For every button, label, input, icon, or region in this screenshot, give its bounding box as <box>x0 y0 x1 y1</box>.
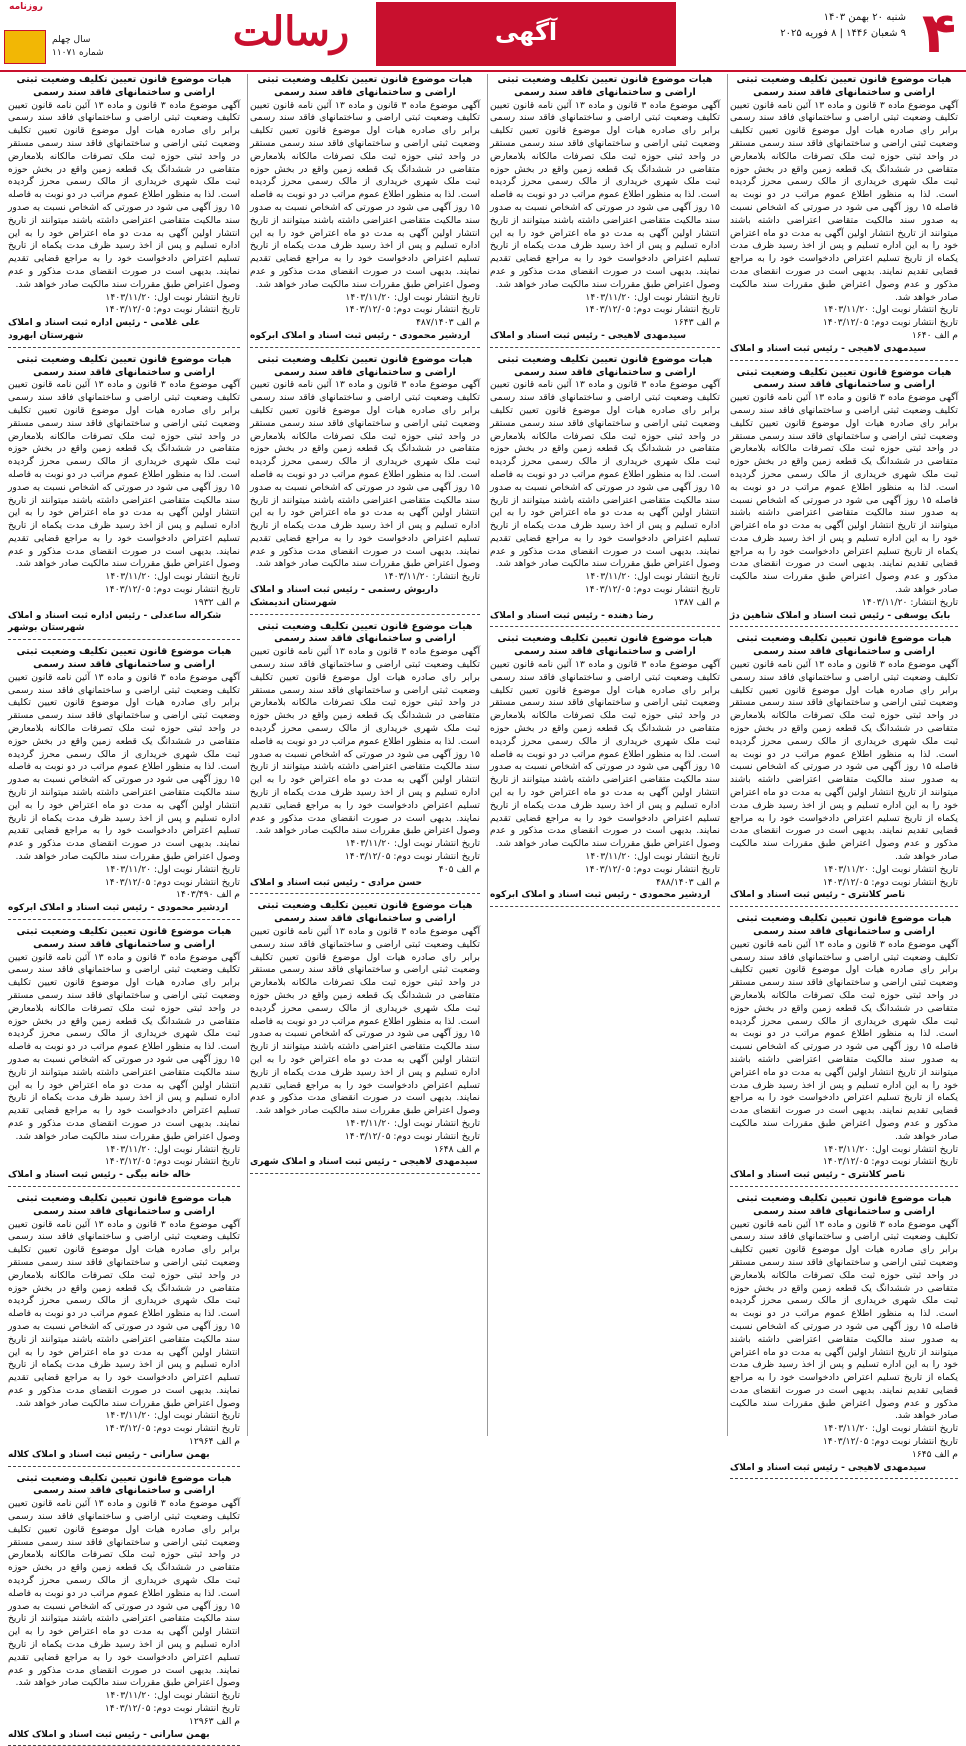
notice-divider <box>250 347 480 348</box>
notice-body: آگهی موضوع ماده ۳ قانون و ماده ۱۳ آئین نامه قانون تعیین تکلیف وضعیت ثبتی اراضی و ساختمانهای فاقد سند رسمی برابر رای صادره هیات اول موضوع قانون تعیین تکلیف وضعیت ثبتی اراضی و ساختمانهای فاقد سند رسمی مستقر در واحد ثبتی حوزه ثبت ملک تصرفات مالکانه بلامعارض متقاضی در ششدانگ یک قطعه زمین واقع در بخش حوزه ثبت ملک شهری خریداری از مالک رسمی محرز گردیده است. لذا به منظور اطلاع عموم مراتب در دو نوبت به فاصله ۱۵ روز آگهی می شود در صورتی که اشخاص نسبت به صدور سند مالکیت متقاضی اعتراضی داشته باشند میتوانند از تاریخ انتشار اولین آگهی به مدت دو ماه اعتراض خود را به این اداره تسلیم و پس از اخذ رسید ظرف مدت یکماه از تاریخ تسلیم اعتراض دادخواست خود را به مراجع قضایی تقدیم نمایند. بدیهی است در صورت انقضای مدت مذکور و عدم وصول اعتراض طبق مقررات سند مالکیت صادر خواهد شد. <box>730 938 958 1142</box>
newspaper-name: رسالت <box>232 8 350 55</box>
notice-signature: ناصر کلانتری - رئیس ثبت اسناد و املاک <box>730 890 906 901</box>
legal-notice <box>730 1193 958 1480</box>
notice-signature: رضا دهنده - رئیس ثبت اسناد و املاک <box>490 610 654 621</box>
notice-divider <box>8 1466 240 1467</box>
notice-divider <box>490 347 720 348</box>
newspaper-logo-icon <box>4 30 46 64</box>
notice-body: آگهی موضوع ماده ۳ قانون و ماده ۱۳ آئین نامه قانون تعیین تکلیف وضعیت ثبتی اراضی و ساختمانهای فاقد سند رسمی برابر رای صادره هیات اول موضوع قانون تعیین تکلیف وضعیت ثبتی اراضی و ساختمانهای فاقد سند رسمی مستقر در واحد ثبتی حوزه ثبت ملک تصرفات مالکانه بلامعارض متقاضی در ششدانگ یک قطعه زمین واقع در بخش حوزه ثبت ملک شهری خریداری از مالک رسمی محرز گردیده است. لذا به منظور اطلاع عموم مراتب در دو نوبت به فاصله ۱۵ روز آگهی می شود در صورتی که اشخاص نسبت به صدور سند مالکیت متقاضی اعتراضی داشته باشند میتوانند از تاریخ انتشار اولین آگهی به مدت دو ماه اعتراض خود را به این اداره تسلیم و پس از اخذ رسید ظرف مدت یکماه از تاریخ تسلیم اعتراض دادخواست خود را به مراجع قضایی تقدیم نمایند. بدیهی است در صورت انقضای مدت مذکور و عدم وصول اعتراض طبق مقررات سند مالکیت صادر خواهد شد. <box>490 379 721 570</box>
notice-divider <box>8 1186 240 1187</box>
publish-date: تاریخ انتشار نوبت دوم: ۱۴۰۳/۱۲/۰۵ <box>104 1156 240 1168</box>
publish-date: تاریخ انتشار نوبت دوم: ۱۴۰۳/۱۲/۰۵ <box>344 304 480 316</box>
legal-notice <box>730 913 958 1187</box>
notice-code: م الف ۱۲۹۶۳ <box>188 1715 240 1727</box>
legal-notice <box>8 1193 240 1467</box>
notice-title: هیات موضوع قانون تعیین تکلیف وضعیت ثبتی اراضی و ساختمانهای فاقد سند رسمی <box>497 633 713 658</box>
legal-notice <box>250 900 480 1174</box>
publish-date: تاریخ انتشار نوبت دوم: ۱۴۰۳/۱۲/۰۵ <box>822 1436 958 1448</box>
publish-date: تاریخ انتشار نوبت اول: ۱۴۰۳/۱۱/۲۰ <box>585 291 720 303</box>
date-persian: شنبه ۲۰ بهمن ۱۴۰۳ <box>823 12 906 23</box>
section-label: آگهی <box>494 18 558 46</box>
notice-body: آگهی موضوع ماده ۳ قانون و ماده ۱۳ آئین نامه قانون تعیین تکلیف وضعیت ثبتی اراضی و ساختمانهای فاقد سند رسمی برابر رای صادره هیات اول موضوع قانون تعیین تکلیف وضعیت ثبتی اراضی و ساختمانهای فاقد سند رسمی مستقر در واحد ثبتی حوزه ثبت ملک تصرفات مالکانه بلامعارض متقاضی در ششدانگ یک قطعه زمین واقع در بخش حوزه ثبت ملک شهری خریداری از مالک رسمی محرز گردیده است. لذا به منظور اطلاع عموم مراتب در دو نوبت به فاصله ۱۵ روز آگهی می شود در صورتی که اشخاص نسبت به صدور سند مالکیت متقاضی اعتراضی داشته باشند میتوانند از تاریخ انتشار اولین آگهی به مدت دو ماه اعتراض خود را به این اداره تسلیم و پس از اخذ رسید ظرف مدت یکماه از تاریخ تسلیم اعتراض دادخواست خود را به مراجع قضایی تقدیم نمایند. بدیهی است در صورت انقضای مدت مذکور و عدم وصول اعتراض طبق مقررات سند مالکیت صادر خواهد شد. <box>730 1218 958 1422</box>
publish-date: تاریخ انتشار نوبت دوم: ۱۴۰۳/۱۲/۰۵ <box>822 317 958 329</box>
legal-notice <box>8 926 240 1187</box>
legal-notice <box>8 354 240 641</box>
notice-title: هیات موضوع قانون تعیین تکلیف وضعیت ثبتی اراضی و ساختمانهای فاقد سند رسمی <box>16 646 232 671</box>
notice-signature: بابک یوسفی - رئیس ثبت اسناد و املاک شاهین دژ <box>730 610 951 621</box>
publish-date: تاریخ انتشار نوبت اول: ۱۴۰۳/۱۱/۲۰ <box>345 838 480 850</box>
notice-signature: سیدمهدی لاهیجی - رئیس ثبت اسناد و املاک <box>730 343 927 354</box>
notice-signature: علی غلامی - رئیس اداره ثبت اسناد و املاک شهرستان ابهرود <box>8 318 201 341</box>
publish-date: تاریخ انتشار نوبت اول: ۱۴۰۳/۱۱/۲۰ <box>105 1690 240 1702</box>
publish-date: تاریخ انتشار: ۱۴۰۳/۱۱/۲۰ <box>383 571 480 583</box>
notice-title: هیات موضوع قانون تعیین تکلیف وضعیت ثبتی اراضی و ساختمانهای فاقد سند رسمی <box>497 74 713 98</box>
notice-signature: بهمن سارانی - رئیس ثبت اسناد و املاک کلاله <box>8 1449 210 1460</box>
publish-date: تاریخ انتشار نوبت دوم: ۱۴۰۳/۱۲/۰۵ <box>822 876 958 888</box>
publish-date: تاریخ انتشار نوبت اول: ۱۴۰۳/۱۱/۲۰ <box>345 291 480 303</box>
notice-body: آگهی موضوع ماده ۳ قانون و ماده ۱۳ آئین نامه قانون تعیین تکلیف وضعیت ثبتی اراضی و ساختمانهای فاقد سند رسمی برابر رای صادره هیات اول موضوع قانون تعیین تکلیف وضعیت ثبتی اراضی و ساختمانهای فاقد سند رسمی مستقر در واحد ثبتی حوزه ثبت ملک تصرفات مالکانه بلامعارض متقاضی در ششدانگ یک قطعه زمین واقع در بخش حوزه ثبت ملک شهری خریداری از مالک رسمی محرز گردیده است. لذا به منظور اطلاع عموم مراتب در دو نوبت به فاصله ۱۵ روز آگهی می شود در صورتی که اشخاص نسبت به صدور سند مالکیت متقاضی اعتراضی داشته باشند میتوانند از تاریخ انتشار اولین آگهی به مدت دو ماه اعتراض خود را به این اداره تسلیم و پس از اخذ رسید ظرف مدت یکماه از تاریخ تسلیم اعتراض دادخواست خود را به مراجع قضایی تقدیم نمایند. بدیهی است در صورت انقضای مدت مذکور و عدم وصول اعتراض طبق مقررات سند مالکیت صادر خواهد شد. <box>730 392 958 596</box>
notice-code: م الف ۱۶۴۸ <box>433 1143 480 1155</box>
notice-code: م الف ۱۲۹۶۴ <box>188 1436 240 1448</box>
notice-code: م الف ۱۴۰۳/۴۹۰ <box>175 889 240 901</box>
notice-divider <box>730 626 958 627</box>
notice-title: هیات موضوع قانون تعیین تکلیف وضعیت ثبتی اراضی و ساختمانهای فاقد سند رسمی <box>16 926 232 950</box>
notice-signature: سیدمهدی لاهیجی - رئیس ثبت اسناد و املاک <box>490 330 687 341</box>
legal-notice <box>730 74 958 361</box>
legal-notice <box>250 621 480 895</box>
notice-divider <box>8 347 240 348</box>
notice-code: م الف ۴۰۵ <box>438 863 480 875</box>
notice-signature: سیدمهدی لاهیجی - رئیس ثبت اسناد و املاک شهری <box>250 1157 478 1168</box>
column-3 <box>250 74 480 1436</box>
publish-date: تاریخ انتشار نوبت دوم: ۱۴۰۳/۱۲/۰۵ <box>104 1423 240 1435</box>
publish-date: تاریخ انتشار نوبت دوم: ۱۴۰۳/۱۲/۰۵ <box>584 304 720 316</box>
notice-divider <box>730 906 958 907</box>
notice-title: هیات موضوع قانون تعیین تکلیف وضعیت ثبتی اراضی و ساختمانهای فاقد سند رسمی <box>16 1192 232 1217</box>
legal-notice <box>730 633 958 907</box>
notice-divider <box>730 1186 958 1187</box>
publish-date: تاریخ انتشار نوبت اول: ۱۴۰۳/۱۱/۲۰ <box>105 291 240 303</box>
notice-code: م الف ۱۶۴۰ <box>911 329 958 341</box>
logo-label: روزنامه <box>9 2 43 12</box>
publish-date: تاریخ انتشار نوبت دوم: ۱۴۰۳/۱۲/۰۵ <box>822 1156 958 1168</box>
publish-date: تاریخ انتشار نوبت دوم: ۱۴۰۳/۱۲/۰۵ <box>584 863 720 875</box>
publish-date: تاریخ انتشار نوبت اول: ۱۴۰۳/۱۱/۲۰ <box>105 863 240 875</box>
legal-notice <box>8 646 240 920</box>
column-2 <box>490 74 720 1436</box>
notice-title: هیات موضوع قانون تعیین تکلیف وضعیت ثبتی اراضی و ساختمانهای فاقد سند رسمی <box>16 353 232 378</box>
notice-code: م الف ۱۹۳۲ <box>193 596 240 608</box>
publish-date: تاریخ انتشار نوبت دوم: ۱۴۰۳/۱۲/۰۵ <box>104 304 240 316</box>
notice-code: م الف ۴۸۸/۱۴۰۳ <box>655 876 720 888</box>
publish-date: تاریخ انتشار نوبت اول: ۱۴۰۳/۱۱/۲۰ <box>823 1423 958 1435</box>
notice-title: هیات موضوع قانون تعیین تکلیف وضعیت ثبتی اراضی و ساختمانهای فاقد سند رسمی <box>736 74 952 98</box>
notice-title: هیات موضوع قانون تعیین تکلیف وضعیت ثبتی اراضی و ساختمانهای فاقد سند رسمی <box>16 1472 232 1497</box>
publish-date: تاریخ انتشار نوبت اول: ۱۴۰۳/۱۱/۲۰ <box>823 304 958 316</box>
issue-year: سال چهلم <box>52 35 91 45</box>
notice-signature: حسن مرادی - رئیس ثبت اسناد و املاک <box>250 877 422 888</box>
publish-date: تاریخ انتشار نوبت اول: ۱۴۰۳/۱۱/۲۰ <box>105 1143 240 1155</box>
notice-signature: داریوش رستمی - رئیس ثبت اسناد و املاک شهرستان اندیمشک <box>250 585 439 608</box>
notice-body: آگهی موضوع ماده ۳ قانون و ماده ۱۳ آئین نامه قانون تعیین تکلیف وضعیت ثبتی اراضی و ساختمانهای فاقد سند رسمی برابر رای صادره هیات اول موضوع قانون تعیین تکلیف وضعیت ثبتی اراضی و ساختمانهای فاقد سند رسمی مستقر در واحد ثبتی حوزه ثبت ملک تصرفات مالکانه بلامعارض متقاضی در ششدانگ یک قطعه زمین واقع در بخش حوزه ثبت ملک شهری خریداری از مالک رسمی محرز گردیده است. لذا به منظور اطلاع عموم مراتب در دو نوبت به فاصله ۱۵ روز آگهی می شود در صورتی که اشخاص نسبت به صدور سند مالکیت متقاضی اعتراضی داشته باشند میتوانند از تاریخ انتشار اولین آگهی به مدت دو ماه اعتراض خود را به این اداره تسلیم و پس از اخذ رسید ظرف مدت یکماه از تاریخ تسلیم اعتراض دادخواست خود را به مراجع قضایی تقدیم نمایند. بدیهی است در صورت انقضای مدت مذکور و عدم وصول اعتراض طبق مقررات سند مالکیت صادر خواهد شد. <box>490 99 721 290</box>
notice-divider <box>250 614 480 615</box>
notice-body: آگهی موضوع ماده ۳ قانون و ماده ۱۳ آئین نامه قانون تعیین تکلیف وضعیت ثبتی اراضی و ساختمانهای فاقد سند رسمی برابر رای صادره هیات اول موضوع قانون تعیین تکلیف وضعیت ثبتی اراضی و ساختمانهای فاقد سند رسمی مستقر در واحد ثبتی حوزه ثبت ملک تصرفات مالکانه بلامعارض متقاضی در ششدانگ یک قطعه زمین واقع در بخش حوزه ثبت ملک شهری خریداری از مالک رسمی محرز گردیده است. لذا به منظور اطلاع عموم مراتب در دو نوبت به فاصله ۱۵ روز آگهی می شود در صورتی که اشخاص نسبت به صدور سند مالکیت متقاضی اعتراضی داشته باشند میتوانند از تاریخ انتشار اولین آگهی به مدت دو ماه اعتراض خود را به این اداره تسلیم و پس از اخذ رسید ظرف مدت یکماه از تاریخ تسلیم اعتراض دادخواست خود را به مراجع قضایی تقدیم نمایند. بدیهی است در صورت انقضای مدت مذکور و عدم وصول اعتراض طبق مقررات سند مالکیت صادر خواهد شد. <box>8 379 240 570</box>
notice-title: هیات موضوع قانون تعیین تکلیف وضعیت ثبتی اراضی و ساختمانهای فاقد سند رسمی <box>736 913 952 937</box>
notice-body: آگهی موضوع ماده ۳ قانون و ماده ۱۳ آئین نامه قانون تعیین تکلیف وضعیت ثبتی اراضی و ساختمانهای فاقد سند رسمی برابر رای صادره هیات اول موضوع قانون تعیین تکلیف وضعیت ثبتی اراضی و ساختمانهای فاقد سند رسمی مستقر در واحد ثبتی حوزه ثبت ملک تصرفات مالکانه بلامعارض متقاضی در ششدانگ یک قطعه زمین واقع در بخش حوزه ثبت ملک شهری خریداری از مالک رسمی محرز گردیده است. لذا به منظور اطلاع عموم مراتب در دو نوبت به فاصله ۱۵ روز آگهی می شود در صورتی که اشخاص نسبت به صدور سند مالکیت متقاضی اعتراضی داشته باشند میتوانند از تاریخ انتشار اولین آگهی به مدت دو ماه اعتراض خود را به این اداره تسلیم و پس از اخذ رسید ظرف مدت یکماه از تاریخ تسلیم اعتراض دادخواست خود را به مراجع قضایی تقدیم نمایند. بدیهی است در صورت انقضای مدت مذکور و عدم وصول اعتراض طبق مقررات سند مالکیت صادر خواهد شد. <box>250 379 481 570</box>
publish-date: تاریخ انتشار نوبت دوم: ۱۴۰۳/۱۲/۰۵ <box>104 876 240 888</box>
notice-body: آگهی موضوع ماده ۳ قانون و ماده ۱۳ آئین نامه قانون تعیین تکلیف وضعیت ثبتی اراضی و ساختمانهای فاقد سند رسمی برابر رای صادره هیات اول موضوع قانون تعیین تکلیف وضعیت ثبتی اراضی و ساختمانهای فاقد سند رسمی مستقر در واحد ثبتی حوزه ثبت ملک تصرفات مالکانه بلامعارض متقاضی در ششدانگ یک قطعه زمین واقع در بخش حوزه ثبت ملک شهری خریداری از مالک رسمی محرز گردیده است. لذا به منظور اطلاع عموم مراتب در دو نوبت به فاصله ۱۵ روز آگهی می شود در صورتی که اشخاص نسبت به صدور سند مالکیت متقاضی اعتراضی داشته باشند میتوانند از تاریخ انتشار اولین آگهی به مدت دو ماه اعتراض خود را به این اداره تسلیم و پس از اخذ رسید ظرف مدت یکماه از تاریخ تسلیم اعتراض دادخواست خود را به مراجع قضایی تقدیم نمایند. بدیهی است در صورت انقضای مدت مذکور و عدم وصول اعتراض طبق مقررات سند مالکیت صادر خواهد شد. <box>730 99 958 303</box>
publish-date: تاریخ انتشار نوبت دوم: ۱۴۰۳/۱۲/۰۵ <box>584 584 720 596</box>
issue-number: شماره ۱۱۰۷۱ <box>52 48 104 58</box>
notice-title: هیات موضوع قانون تعیین تکلیف وضعیت ثبتی اراضی و ساختمانهای فاقد سند رسمی <box>16 74 232 98</box>
publish-date: تاریخ انتشار: ۱۴۰۳/۱۱/۲۰ <box>861 596 958 608</box>
notice-title: هیات موضوع قانون تعیین تکلیف وضعیت ثبتی اراضی و ساختمانهای فاقد سند رسمی <box>497 353 713 378</box>
publish-date: تاریخ انتشار نوبت دوم: ۱۴۰۳/۱۲/۰۵ <box>104 584 240 596</box>
legal-notice <box>250 354 480 615</box>
notice-divider <box>250 893 480 894</box>
legal-notice <box>730 367 958 628</box>
issue-info <box>52 34 104 60</box>
notice-title: هیات موضوع قانون تعیین تکلیف وضعیت ثبتی اراضی و ساختمانهای فاقد سند رسمی <box>257 620 473 645</box>
notice-divider <box>730 1478 958 1479</box>
legal-notice <box>490 74 720 348</box>
notice-signature: سیدمهدی لاهیجی - رئیس ثبت اسناد و املاک <box>730 1462 927 1473</box>
notice-divider <box>730 360 958 361</box>
notice-title: هیات موضوع قانون تعیین تکلیف وضعیت ثبتی اراضی و ساختمانهای فاقد سند رسمی <box>736 1192 952 1217</box>
legal-notice <box>490 633 720 907</box>
notice-signature: خاله خانه بیگی - رئیس ثبت اسناد و املاک <box>8 1170 192 1181</box>
date-hijri-gregorian: ۹ شعبان ۱۴۴۶ | ۸ فوریه ۲۰۲۵ <box>780 28 906 39</box>
publish-date: تاریخ انتشار نوبت اول: ۱۴۰۳/۱۱/۲۰ <box>345 1117 480 1129</box>
notice-divider <box>8 639 240 640</box>
notice-code: م الف ۴۸۷/۱۴۰۳ <box>415 317 480 329</box>
column-1 <box>730 74 958 1473</box>
notice-body: آگهی موضوع ماده ۳ قانون و ماده ۱۳ آئین نامه قانون تعیین تکلیف وضعیت ثبتی اراضی و ساختمانهای فاقد سند رسمی برابر رای صادره هیات اول موضوع قانون تعیین تکلیف وضعیت ثبتی اراضی و ساختمانهای فاقد سند رسمی مستقر در واحد ثبتی حوزه ثبت ملک تصرفات مالکانه بلامعارض متقاضی در ششدانگ یک قطعه زمین واقع در بخش حوزه ثبت ملک شهری خریداری از مالک رسمی محرز گردیده است. لذا به منظور اطلاع عموم مراتب در دو نوبت به فاصله ۱۵ روز آگهی می شود در صورتی که اشخاص نسبت به صدور سند مالکیت متقاضی اعتراضی داشته باشند میتوانند از تاریخ انتشار اولین آگهی به مدت دو ماه اعتراض خود را به این اداره تسلیم و پس از اخذ رسید ظرف مدت یکماه از تاریخ تسلیم اعتراض دادخواست خود را به مراجع قضایی تقدیم نمایند. بدیهی است در صورت انقضای مدت مذکور و عدم وصول اعتراض طبق مقررات سند مالکیت صادر خواهد شد. <box>730 659 958 863</box>
notice-body: آگهی موضوع ماده ۳ قانون و ماده ۱۳ آئین نامه قانون تعیین تکلیف وضعیت ثبتی اراضی و ساختمانهای فاقد سند رسمی برابر رای صادره هیات اول موضوع قانون تعیین تکلیف وضعیت ثبتی اراضی و ساختمانهای فاقد سند رسمی مستقر در واحد ثبتی حوزه ثبت ملک تصرفات مالکانه بلامعارض متقاضی در ششدانگ یک قطعه زمین واقع در بخش حوزه ثبت ملک شهری خریداری از مالک رسمی محرز گردیده است. لذا به منظور اطلاع عموم مراتب در دو نوبت به فاصله ۱۵ روز آگهی می شود در صورتی که اشخاص نسبت به صدور سند مالکیت متقاضی اعتراضی داشته باشند میتوانند از تاریخ انتشار اولین آگهی به مدت دو ماه اعتراض خود را به این اداره تسلیم و پس از اخذ رسید ظرف مدت یکماه از تاریخ تسلیم اعتراض دادخواست خود را به مراجع قضایی تقدیم نمایند. بدیهی است در صورت انقضای مدت مذکور و عدم وصول اعتراض طبق مقررات سند مالکیت صادر خواهد شد. <box>8 671 240 863</box>
notice-signature: ناصر کلانتری - رئیس ثبت اسناد و املاک <box>730 1170 906 1181</box>
notice-body: آگهی موضوع ماده ۳ قانون و ماده ۱۳ آئین نامه قانون تعیین تکلیف وضعیت ثبتی اراضی و ساختمانهای فاقد سند رسمی برابر رای صادره هیات اول موضوع قانون تعیین تکلیف وضعیت ثبتی اراضی و ساختمانهای فاقد سند رسمی مستقر در واحد ثبتی حوزه ثبت ملک تصرفات مالکانه بلامعارض متقاضی در ششدانگ یک قطعه زمین واقع در بخش حوزه ثبت ملک شهری خریداری از مالک رسمی محرز گردیده است. لذا به منظور اطلاع عموم مراتب در دو نوبت به فاصله ۱۵ روز آگهی می شود در صورتی که اشخاص نسبت به صدور سند مالکیت متقاضی اعتراضی داشته باشند میتوانند از تاریخ انتشار اولین آگهی به مدت دو ماه اعتراض خود را به این اداره تسلیم و پس از اخذ رسید ظرف مدت یکماه از تاریخ تسلیم اعتراض دادخواست خود را به مراجع قضایی تقدیم نمایند. بدیهی است در صورت انقضای مدت مذکور و عدم وصول اعتراض طبق مقررات سند مالکیت صادر خواهد شد. <box>490 659 721 850</box>
column-4 <box>8 74 240 1740</box>
legal-notice <box>8 1473 240 1746</box>
publish-date: تاریخ انتشار نوبت اول: ۱۴۰۳/۱۱/۲۰ <box>823 863 958 875</box>
publish-date: تاریخ انتشار نوبت دوم: ۱۴۰۳/۱۲/۰۵ <box>344 851 480 863</box>
notice-body: آگهی موضوع ماده ۳ قانون و ماده ۱۳ آئین نامه قانون تعیین تکلیف وضعیت ثبتی اراضی و ساختمانهای فاقد سند رسمی برابر رای صادره هیات اول موضوع قانون تعیین تکلیف وضعیت ثبتی اراضی و ساختمانهای فاقد سند رسمی مستقر در واحد ثبتی حوزه ثبت ملک تصرفات مالکانه بلامعارض متقاضی در ششدانگ یک قطعه زمین واقع در بخش حوزه ثبت ملک شهری خریداری از مالک رسمی محرز گردیده است. لذا به منظور اطلاع عموم مراتب در دو نوبت به فاصله ۱۵ روز آگهی می شود در صورتی که اشخاص نسبت به صدور سند مالکیت متقاضی اعتراضی داشته باشند میتوانند از تاریخ انتشار اولین آگهی به مدت دو ماه اعتراض خود را به این اداره تسلیم و پس از اخذ رسید ظرف مدت یکماه از تاریخ تسلیم اعتراض دادخواست خود را به مراجع قضایی تقدیم نمایند. بدیهی است در صورت انقضای مدت مذکور و عدم وصول اعتراض طبق مقررات سند مالکیت صادر خواهد شد. <box>8 1218 240 1409</box>
notice-divider <box>490 626 720 627</box>
publish-date: تاریخ انتشار نوبت اول: ۱۴۰۳/۱۱/۲۰ <box>105 1410 240 1422</box>
masthead <box>0 0 966 72</box>
ads-columns <box>8 74 958 1740</box>
notice-title: هیات موضوع قانون تعیین تکلیف وضعیت ثبتی اراضی و ساختمانهای فاقد سند رسمی <box>257 74 473 98</box>
notice-signature: شکراله ساعدلی - رئیس اداره ثبت اسناد و املاک شهرستان بوشهر <box>8 610 222 634</box>
notice-body: آگهی موضوع ماده ۳ قانون و ماده ۱۳ آئین نامه قانون تعیین تکلیف وضعیت ثبتی اراضی و ساختمانهای فاقد سند رسمی برابر رای صادره هیات اول موضوع قانون تعیین تکلیف وضعیت ثبتی اراضی و ساختمانهای فاقد سند رسمی مستقر در واحد ثبتی حوزه ثبت ملک تصرفات مالکانه بلامعارض متقاضی در ششدانگ یک قطعه زمین واقع در بخش حوزه ثبت ملک شهری خریداری از مالک رسمی محرز گردیده است. لذا به منظور اطلاع عموم مراتب در دو نوبت به فاصله ۱۵ روز آگهی می شود در صورتی که اشخاص نسبت به صدور سند مالکیت متقاضی اعتراضی داشته باشند میتوانند از تاریخ انتشار اولین آگهی به مدت دو ماه اعتراض خود را به این اداره تسلیم و پس از اخذ رسید ظرف مدت یکماه از تاریخ تسلیم اعتراض دادخواست خود را به مراجع قضایی تقدیم نمایند. بدیهی است در صورت انقضای مدت مذکور و عدم وصول اعتراض طبق مقررات سند مالکیت صادر خواهد شد. <box>250 646 481 837</box>
notice-code: م الف ۱۶۴۳ <box>673 317 720 329</box>
legal-notice <box>250 74 480 348</box>
notice-title: هیات موضوع قانون تعیین تکلیف وضعیت ثبتی اراضی و ساختمانهای فاقد سند رسمی <box>736 633 952 658</box>
legal-notice <box>8 74 240 348</box>
publish-date: تاریخ انتشار نوبت اول: ۱۴۰۳/۱۱/۲۰ <box>585 571 720 583</box>
notice-signature: اردشیر محمودی - رئیس ثبت اسناد و املاک ابرکوه <box>8 903 229 914</box>
notice-body: آگهی موضوع ماده ۳ قانون و ماده ۱۳ آئین نامه قانون تعیین تکلیف وضعیت ثبتی اراضی و ساختمانهای فاقد سند رسمی برابر رای صادره هیات اول موضوع قانون تعیین تکلیف وضعیت ثبتی اراضی و ساختمانهای فاقد سند رسمی مستقر در واحد ثبتی حوزه ثبت ملک تصرفات مالکانه بلامعارض متقاضی در ششدانگ یک قطعه زمین واقع در بخش حوزه ثبت ملک شهری خریداری از مالک رسمی محرز گردیده است. لذا به منظور اطلاع عموم مراتب در دو نوبت به فاصله ۱۵ روز آگهی می شود در صورتی که اشخاص نسبت به صدور سند مالکیت متقاضی اعتراضی داشته باشند میتوانند از تاریخ انتشار اولین آگهی به مدت دو ماه اعتراض خود را به این اداره تسلیم و پس از اخذ رسید ظرف مدت یکماه از تاریخ تسلیم اعتراض دادخواست خود را به مراجع قضایی تقدیم نمایند. بدیهی است در صورت انقضای مدت مذکور و عدم وصول اعتراض طبق مقررات سند مالکیت صادر خواهد شد. <box>8 1498 240 1689</box>
notice-code: م الف ۱۶۴۵ <box>911 1448 958 1460</box>
publish-date: تاریخ انتشار نوبت دوم: ۱۴۰۳/۱۲/۰۵ <box>104 1703 240 1715</box>
notice-body: آگهی موضوع ماده ۳ قانون و ماده ۱۳ آئین نامه قانون تعیین تکلیف وضعیت ثبتی اراضی و ساختمانهای فاقد سند رسمی برابر رای صادره هیات اول موضوع قانون تعیین تکلیف وضعیت ثبتی اراضی و ساختمانهای فاقد سند رسمی مستقر در واحد ثبتی حوزه ثبت ملک تصرفات مالکانه بلامعارض متقاضی در ششدانگ یک قطعه زمین واقع در بخش حوزه ثبت ملک شهری خریداری از مالک رسمی محرز گردیده است. لذا به منظور اطلاع عموم مراتب در دو نوبت به فاصله ۱۵ روز آگهی می شود در صورتی که اشخاص نسبت به صدور سند مالکیت متقاضی اعتراضی داشته باشند میتوانند از تاریخ انتشار اولین آگهی به مدت دو ماه اعتراض خود را به این اداره تسلیم و پس از اخذ رسید ظرف مدت یکماه از تاریخ تسلیم اعتراض دادخواست خود را به مراجع قضایی تقدیم نمایند. بدیهی است در صورت انقضای مدت مذکور و عدم وصول اعتراض طبق مقررات سند مالکیت صادر خواهد شد. <box>8 951 240 1142</box>
notice-code: م الف ۱۳۸۷ <box>673 596 720 608</box>
notice-body: آگهی موضوع ماده ۳ قانون و ماده ۱۳ آئین نامه قانون تعیین تکلیف وضعیت ثبتی اراضی و ساختمانهای فاقد سند رسمی برابر رای صادره هیات اول موضوع قانون تعیین تکلیف وضعیت ثبتی اراضی و ساختمانهای فاقد سند رسمی مستقر در واحد ثبتی حوزه ثبت ملک تصرفات مالکانه بلامعارض متقاضی در ششدانگ یک قطعه زمین واقع در بخش حوزه ثبت ملک شهری خریداری از مالک رسمی محرز گردیده است. لذا به منظور اطلاع عموم مراتب در دو نوبت به فاصله ۱۵ روز آگهی می شود در صورتی که اشخاص نسبت به صدور سند مالکیت متقاضی اعتراضی داشته باشند میتوانند از تاریخ انتشار اولین آگهی به مدت دو ماه اعتراض خود را به این اداره تسلیم و پس از اخذ رسید ظرف مدت یکماه از تاریخ تسلیم اعتراض دادخواست خود را به مراجع قضایی تقدیم نمایند. بدیهی است در صورت انقضای مدت مذکور و عدم وصول اعتراض طبق مقررات سند مالکیت صادر خواهد شد. <box>250 926 481 1117</box>
section-title <box>232 2 676 66</box>
notice-signature: اردشیر محمودی - رئیس ثبت اسناد و املاک ابرکوه <box>250 330 471 341</box>
date-block <box>736 10 906 42</box>
notice-body: آگهی موضوع ماده ۳ قانون و ماده ۱۳ آئین نامه قانون تعیین تکلیف وضعیت ثبتی اراضی و ساختمانهای فاقد سند رسمی برابر رای صادره هیات اول موضوع قانون تعیین تکلیف وضعیت ثبتی اراضی و ساختمانهای فاقد سند رسمی مستقر در واحد ثبتی حوزه ثبت ملک تصرفات مالکانه بلامعارض متقاضی در ششدانگ یک قطعه زمین واقع در بخش حوزه ثبت ملک شهری خریداری از مالک رسمی محرز گردیده است. لذا به منظور اطلاع عموم مراتب در دو نوبت به فاصله ۱۵ روز آگهی می شود در صورتی که اشخاص نسبت به صدور سند مالکیت متقاضی اعتراضی داشته باشند میتوانند از تاریخ انتشار اولین آگهی به مدت دو ماه اعتراض خود را به این اداره تسلیم و پس از اخذ رسید ظرف مدت یکماه از تاریخ تسلیم اعتراض دادخواست خود را به مراجع قضایی تقدیم نمایند. بدیهی است در صورت انقضای مدت مذکور و عدم وصول اعتراض طبق مقررات سند مالکیت صادر خواهد شد. <box>8 99 240 290</box>
notice-title: هیات موضوع قانون تعیین تکلیف وضعیت ثبتی اراضی و ساختمانهای فاقد سند رسمی <box>257 353 473 378</box>
notice-body: آگهی موضوع ماده ۳ قانون و ماده ۱۳ آئین نامه قانون تعیین تکلیف وضعیت ثبتی اراضی و ساختمانهای فاقد سند رسمی برابر رای صادره هیات اول موضوع قانون تعیین تکلیف وضعیت ثبتی اراضی و ساختمانهای فاقد سند رسمی مستقر در واحد ثبتی حوزه ثبت ملک تصرفات مالکانه بلامعارض متقاضی در ششدانگ یک قطعه زمین واقع در بخش حوزه ثبت ملک شهری خریداری از مالک رسمی محرز گردیده است. لذا به منظور اطلاع عموم مراتب در دو نوبت به فاصله ۱۵ روز آگهی می شود در صورتی که اشخاص نسبت به صدور سند مالکیت متقاضی اعتراضی داشته باشند میتوانند از تاریخ انتشار اولین آگهی به مدت دو ماه اعتراض خود را به این اداره تسلیم و پس از اخذ رسید ظرف مدت یکماه از تاریخ تسلیم اعتراض دادخواست خود را به مراجع قضایی تقدیم نمایند. بدیهی است در صورت انقضای مدت مذکور و عدم وصول اعتراض طبق مقررات سند مالکیت صادر خواهد شد. <box>250 99 481 290</box>
legal-notice <box>490 354 720 628</box>
notice-divider <box>490 906 720 907</box>
notice-title: هیات موضوع قانون تعیین تکلیف وضعیت ثبتی اراضی و ساختمانهای فاقد سند رسمی <box>736 366 952 391</box>
publish-date: تاریخ انتشار نوبت اول: ۱۴۰۳/۱۱/۲۰ <box>823 1143 958 1155</box>
page-number: ۴ <box>921 1 956 66</box>
publish-date: تاریخ انتشار نوبت اول: ۱۴۰۳/۱۱/۲۰ <box>585 851 720 863</box>
publish-date: تاریخ انتشار نوبت دوم: ۱۴۰۳/۱۲/۰۵ <box>344 1130 480 1142</box>
notice-signature: بهمن سارانی - رئیس ثبت اسناد و املاک کلاله <box>8 1729 210 1740</box>
notice-signature: اردشیر محمودی - رئیس ثبت اسناد و املاک ابرکوه <box>490 890 711 901</box>
notice-title: هیات موضوع قانون تعیین تکلیف وضعیت ثبتی اراضی و ساختمانهای فاقد سند رسمی <box>257 900 473 925</box>
publish-date: تاریخ انتشار نوبت اول: ۱۴۰۳/۱۱/۲۰ <box>105 571 240 583</box>
notice-divider <box>8 919 240 920</box>
notice-divider <box>250 1173 480 1174</box>
